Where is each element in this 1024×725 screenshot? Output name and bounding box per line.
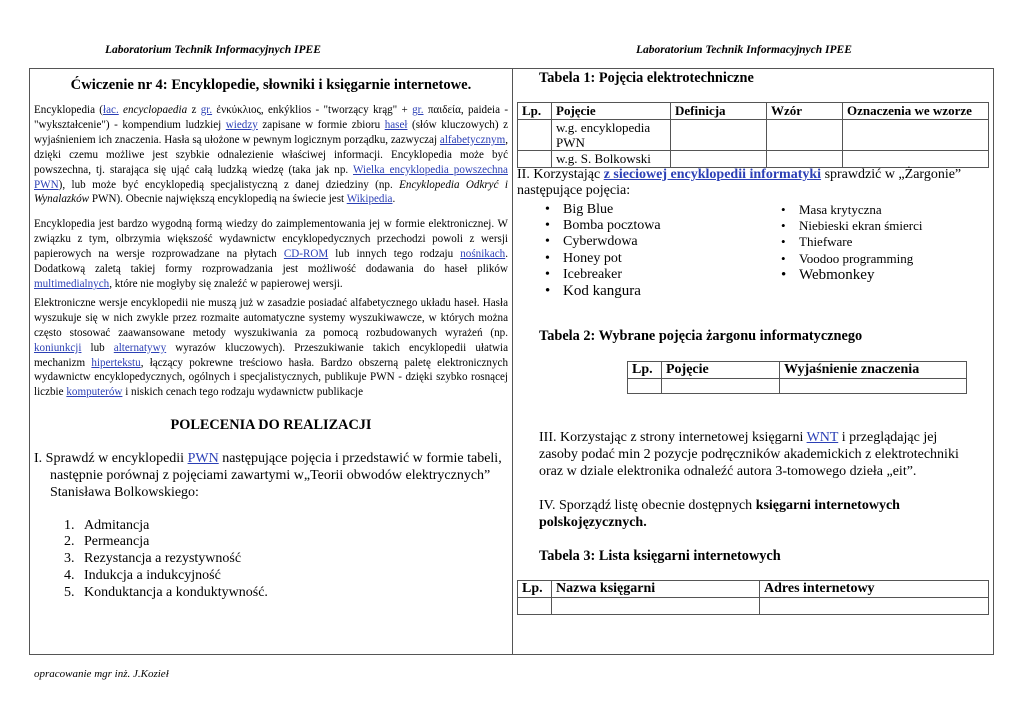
- text: , dzięki czemu możliwe jest szybkie odnalezienie właściwej informacji. Encyklopedia może być powszechna, tj. starająca się ująć całą ludzką wiedzę (taka jak np.: [34, 133, 508, 176]
- table-header: Adres internetowy: [760, 581, 989, 598]
- concepts-list: [34, 518, 508, 602]
- page-header-right: Laboratorium Technik Informacyjnych IPEE: [636, 44, 852, 56]
- link-wielka-encyklopedia[interactable]: Wielka encyklopedia powszechna PWN: [34, 163, 508, 191]
- list-item: • Cyberwdowa: [537, 234, 777, 250]
- table-header: Lp.: [518, 103, 552, 120]
- table-header: Wzór: [767, 103, 843, 120]
- electronic-form-paragraph: [34, 217, 508, 292]
- link-wnt[interactable]: WNT: [806, 430, 839, 445]
- link-hasel[interactable]: haseł: [384, 118, 408, 131]
- text: i niskich cenach tego rodzaju wydawnictw publikacje: [122, 386, 364, 399]
- list-item: • Bomba pocztowa: [537, 218, 777, 234]
- text: ), lub może być encyklopedią specjalistyczną z danej dziedziny (np.: [58, 178, 400, 191]
- page-footer: opracowanie mgr inż. J.Kozieł: [34, 668, 169, 680]
- text: παιδεία, paideia - "wykształcenie") - kompendium ludzkiej: [34, 104, 509, 131]
- link-encyklopedia-informatyki[interactable]: z sieciowej encyklopedii informatyki: [603, 167, 822, 182]
- table-cell: [552, 598, 760, 615]
- link-wikipedia[interactable]: Wikipedia: [346, 193, 393, 206]
- link-nosnikach[interactable]: nośnikach: [460, 248, 506, 261]
- list-item: 4. Indukcja a indukcyjność: [78, 568, 508, 585]
- text: IV. Sporządź listę obecnie dostępnych: [539, 498, 756, 513]
- table-cell: [671, 151, 767, 168]
- table-row: [518, 151, 989, 168]
- text: zapisane w formie zbioru: [257, 118, 385, 131]
- table-cell: [760, 598, 989, 615]
- table-header-row: [628, 362, 967, 379]
- table-header: Lp.: [518, 581, 552, 598]
- link-wiedzy[interactable]: wiedzy: [225, 118, 258, 131]
- text: , łączący pokrewne treściowo hasła. Bardzo obszerną paletę elektronicznych wydawnictw encyklopedycznych, ogólnych i specjalistycznych, publikuje PWN - dzięki szybko rosnącej liczbie: [34, 356, 508, 399]
- table-cell: w.g. S. Bolkowski: [552, 151, 671, 168]
- column-divider: [512, 68, 513, 655]
- table-cell: [843, 151, 989, 168]
- task-4: [539, 497, 979, 531]
- tasks-heading: POLECENIA DO REALIZACJI: [170, 417, 372, 434]
- table-cell: [518, 598, 552, 615]
- table-header: Pojęcie: [662, 362, 780, 379]
- link-gr-2[interactable]: gr.: [412, 104, 424, 116]
- table-cell: [767, 120, 843, 151]
- text: II. Korzystając: [517, 167, 604, 182]
- list-item: • Big Blue: [537, 202, 777, 218]
- text: Encyklopedia (: [34, 104, 104, 116]
- link-koniunkcji[interactable]: koniunkcji: [34, 341, 82, 354]
- task-1: [34, 451, 508, 501]
- table-cell: [662, 379, 780, 394]
- text: lub: [81, 341, 114, 354]
- exercise-title: Ćwiczenie nr 4: Encyklopedie, słowniki i księgarnie internetowe.: [70, 77, 472, 93]
- table1: [517, 102, 989, 168]
- intro-paragraph: [34, 103, 508, 207]
- text-italic: encyclopaedia: [118, 104, 188, 116]
- table-header: Nazwa księgarni: [552, 581, 760, 598]
- page-header-left: Laboratorium Technik Informacyjnych IPEE: [105, 44, 321, 56]
- link-cd-rom[interactable]: CD-ROM: [283, 248, 329, 261]
- text: Encyklopedia jest bardzo wygodną formą wiedzy do zaimplementowania jej w formie elektronicznej. W związku z tym, olbrzymia większość wydawnictw encyklopedycznych przechodzi powoli z wersji papierowych na wersje rozprowadzane na płytach: [34, 218, 508, 261]
- table-header: Pojęcie: [552, 103, 671, 120]
- text: z: [187, 104, 201, 116]
- text: I. Sprawdź w encyklopedii: [34, 451, 188, 467]
- table-cell: [518, 151, 552, 168]
- text: lub innych tego rodzaju: [328, 248, 461, 261]
- list-item: • Icebreaker: [537, 267, 777, 283]
- list-item: • Voodoo programming: [773, 251, 983, 267]
- task-3: [539, 429, 979, 480]
- list-item: 3. Rezystancja a rezystywność: [78, 551, 508, 568]
- link-multimedialnych[interactable]: multimedialnych: [34, 277, 110, 290]
- text: . Dodatkową zaletą takiej formy rozprowadzania jest możliwość dodawania do haseł plików: [34, 248, 508, 276]
- table-row: [628, 379, 967, 394]
- link-pwn[interactable]: PWN: [187, 451, 219, 467]
- text: wyrazów kluczowych). Przeszukiwanie takich encyklopedii ułatwia mechanizm: [34, 341, 508, 369]
- left-column: [34, 76, 508, 602]
- table-header: Oznaczenia we wzorze: [843, 103, 989, 120]
- text: sprawdzić w „Żargonie” następujące pojęcia:: [517, 167, 962, 198]
- list-item: 2. Permeancja: [78, 534, 508, 551]
- link-alternatywy[interactable]: alternatywy: [113, 341, 167, 354]
- table-row: [518, 598, 989, 615]
- text-bold: księgarni internetowych polskojęzycznych.: [539, 498, 900, 530]
- table-header: Wyjaśnienie znaczenia: [780, 362, 967, 379]
- link-alfabetycznym[interactable]: alfabetycznym: [439, 133, 506, 146]
- link-hipertekstu[interactable]: hipertekstu: [91, 356, 141, 369]
- list-item: • Webmonkey: [773, 267, 983, 283]
- list-item: • Honey pot: [537, 251, 777, 267]
- table-cell: [780, 379, 967, 394]
- text: .: [392, 193, 396, 206]
- table-header: Lp.: [628, 362, 662, 379]
- table-row: [518, 120, 989, 151]
- table-header-row: [518, 103, 989, 120]
- table1-caption: Tabela 1: Pojęcia elektrotechniczne: [539, 70, 754, 86]
- table-cell: w.g. encyklopedia PWN: [552, 120, 671, 151]
- text-italic: Encyklopedia Odkryć i Wynalazków: [34, 178, 508, 206]
- table3: [517, 580, 989, 615]
- text: , które nie mogłyby się znaleźć w papierowej wersji.: [109, 277, 343, 290]
- table-cell: [518, 120, 552, 151]
- table3-caption: Tabela 3: Lista księgarni internetowych: [539, 548, 781, 564]
- terms-list-right: [773, 202, 983, 283]
- task-2: [517, 167, 987, 199]
- list-item: • Niebieski ekran śmierci: [773, 218, 983, 234]
- text: Elektroniczne wersje encyklopedii nie muszą już w zasadzie posiadać alfabetycznego układu haseł. Hasła wyszukuje się w nich zwykle przez rozmaite automatyczne systemy wyszukiwawcze, w których można często stosować zaawansowane metody wyszukiwania za pomocą rozbudowanych wyrażeń (np.: [34, 296, 508, 339]
- electronic-versions-paragraph: [34, 296, 508, 400]
- text: III. Korzystając z strony internetowej księgarni: [539, 430, 807, 445]
- table-header: Definicja: [671, 103, 767, 120]
- table-header-row: [518, 581, 989, 598]
- table-cell: [767, 151, 843, 168]
- table2-caption: Tabela 2: Wybrane pojęcia żargonu informatycznego: [539, 328, 863, 344]
- list-item: • Thiefware: [773, 234, 983, 250]
- text: PWN). Obecnie największą encyklopedią na świecie jest: [89, 193, 347, 206]
- link-komputerow[interactable]: komputerów: [66, 386, 123, 399]
- terms-list-left: [537, 202, 777, 299]
- list-item: • Masa krytyczna: [773, 202, 983, 218]
- table-cell: [628, 379, 662, 394]
- text: (słów kluczowych) z wyjaśnieniem ich znaczenia. Hasła są ułożone w pewnym logicznym porządku, zazwyczaj: [34, 118, 509, 146]
- list-item: 1. Admitancja: [78, 518, 508, 535]
- table-cell: [671, 120, 767, 151]
- link-gr[interactable]: gr.: [200, 104, 213, 116]
- list-item: • Kod kangura: [537, 283, 777, 299]
- text: ἐνκύκλιος, enkýklios - "tworzący krąg" +: [212, 104, 413, 116]
- table-cell: [843, 120, 989, 151]
- link-lac[interactable]: łac.: [103, 104, 119, 116]
- table2: [627, 361, 967, 394]
- text: i przeglądając jej zasoby podać min 2 pozycje podręczników akademickich z elektrotechniki oraz w dziale elektronika odnaleźć autora 3-tomowego dzieła „eit”.: [539, 430, 959, 479]
- text: następujące pojęcia i przedstawić w formie tabeli, następnie porównaj z pojęciami zawartymi w„Teorii obwodów elektrycznych” Stanisława Bolkowskiego:: [50, 451, 502, 500]
- list-item: 5. Konduktancja a konduktywność.: [78, 585, 508, 602]
